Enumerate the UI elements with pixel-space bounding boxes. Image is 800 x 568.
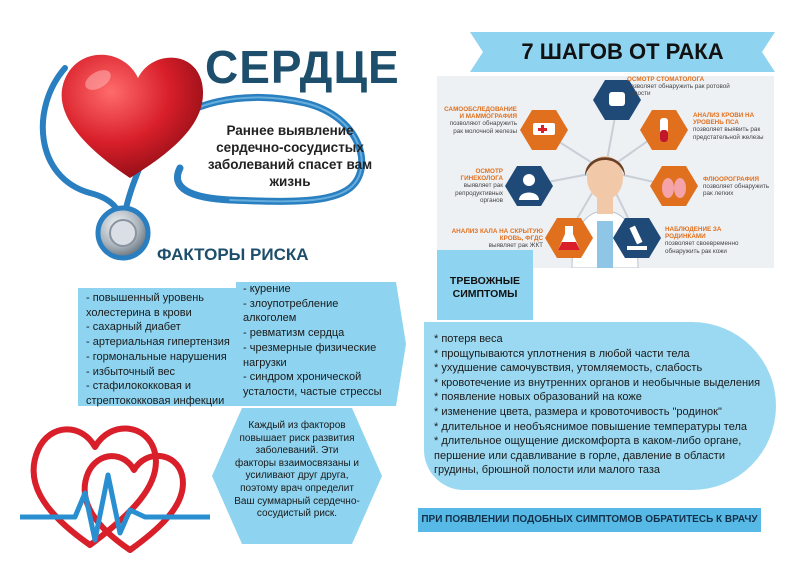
step-stool-test: АНАЛИЗ КАЛА НА СКРЫТУЮ КРОВЬ, ФГДС выявляет рак ЖКТ	[451, 228, 543, 250]
warning-text: ПРИ ПОЯВЛЕНИИ ПОДОБНЫХ СИМПТОМОВ ОБРАТИТЕСЬ К ВРАЧУ	[421, 514, 758, 525]
list-item: - повышенный уровень холестерина в крови	[86, 292, 204, 319]
steps-infographic	[437, 76, 774, 268]
symptoms-box	[424, 322, 776, 490]
step-icon-blood-test	[640, 110, 688, 150]
risk-factors-column-2	[243, 282, 383, 400]
list-item: * появление новых образований на коже	[434, 391, 642, 404]
hearts-pulse-illustration	[20, 405, 210, 565]
list-item: * потеря веса	[434, 333, 503, 345]
step-dentist: ОСМОТР СТОМАТОЛОГА позволяет обнаружить рак ротовой полости	[627, 76, 730, 98]
list-item: - избыточный вес	[86, 365, 176, 378]
list-item: - сахарный диабет	[86, 321, 181, 334]
list-item: - гормональные нарушения	[86, 350, 227, 363]
step-gynecologist: ОСМОТР ГИНЕКОЛОГА выявляет рак репродуктивных органов	[455, 168, 503, 204]
risk-factors-box	[78, 282, 406, 406]
risk-factors-column-1	[86, 291, 234, 409]
list-item: - курение	[243, 283, 291, 295]
risk-note-hexagon	[212, 408, 382, 544]
list-item: - артериальная гипертензия	[86, 336, 230, 349]
symptoms-title: ТРЕВОЖНЫЕ СИМПТОМЫ	[449, 275, 521, 300]
list-item: - синдром хронической усталости, частые стрессы	[243, 371, 382, 398]
steps-banner	[470, 32, 775, 72]
list-item: - стафилококковая и стрептококковая инфекции	[86, 380, 225, 407]
list-item: - ревматизм сердца	[243, 327, 345, 340]
list-item: * длительное ощущение дискомфорта в каком-либо органе, першение или сдавливание в горле, давление в области грудины, брюшной полости или малого таза	[434, 435, 742, 477]
list-item: - злоупотребление алкоголем	[243, 297, 339, 325]
step-icon-gynecologist	[505, 166, 553, 206]
list-item: * изменение цвета, размера и кровоточивость "родинок"	[434, 405, 722, 418]
steps-title: 7 ШАГОВ ОТ РАКА	[521, 39, 724, 64]
risk-factors-title: ФАКТОРЫ РИСКА	[157, 245, 309, 264]
list-item: * ухудшение самочувствия, утомляемость, слабость	[434, 362, 703, 375]
list-item: * кровотечение из внутренних органов и необычные выделения	[434, 376, 761, 389]
warning-bar	[418, 508, 761, 532]
symptoms-tab	[437, 250, 533, 320]
symptoms-list	[434, 332, 764, 478]
step-psa-test: АНАЛИЗ КРОВИ НА УРОВЕНЬ ПСА позволяет выявить рак предстательной железы	[693, 112, 764, 141]
list-item: - чрезмерные физические нагрузки	[243, 341, 377, 369]
list-item: * длительное и необъяснимое повышение температуры тела	[434, 420, 747, 433]
step-mammography: САМООБСЛЕДОВАНИЕ И МАММОГРАФИЯ позволяют обнаружить рак молочной железы	[444, 106, 517, 135]
risk-note-text: Каждый из факторов повышает риск развития заболеваний. Эти факторы взаимосвязаны и усиливают друг друга, поэтому врач определит Ваш суммарный сердечно-сосудистый риск.	[234, 420, 360, 520]
step-fluorography: ФЛЮОРОГРАФИЯ позволяет обнаружить рак легких	[703, 176, 770, 198]
list-item: * прощупываются уплотнения в любой части тела	[434, 347, 690, 360]
step-icon-lungs	[650, 166, 698, 206]
page-title: СЕРДЦЕ	[205, 41, 400, 93]
step-moles: НАБЛЮДЕНИЕ ЗА РОДИНКАМИ позволяет своевременно обнаружить рак кожи	[665, 226, 739, 255]
slogan: Раннее выявление сердечно-сосудистых заболеваний спасет вам жизнь	[207, 123, 373, 189]
